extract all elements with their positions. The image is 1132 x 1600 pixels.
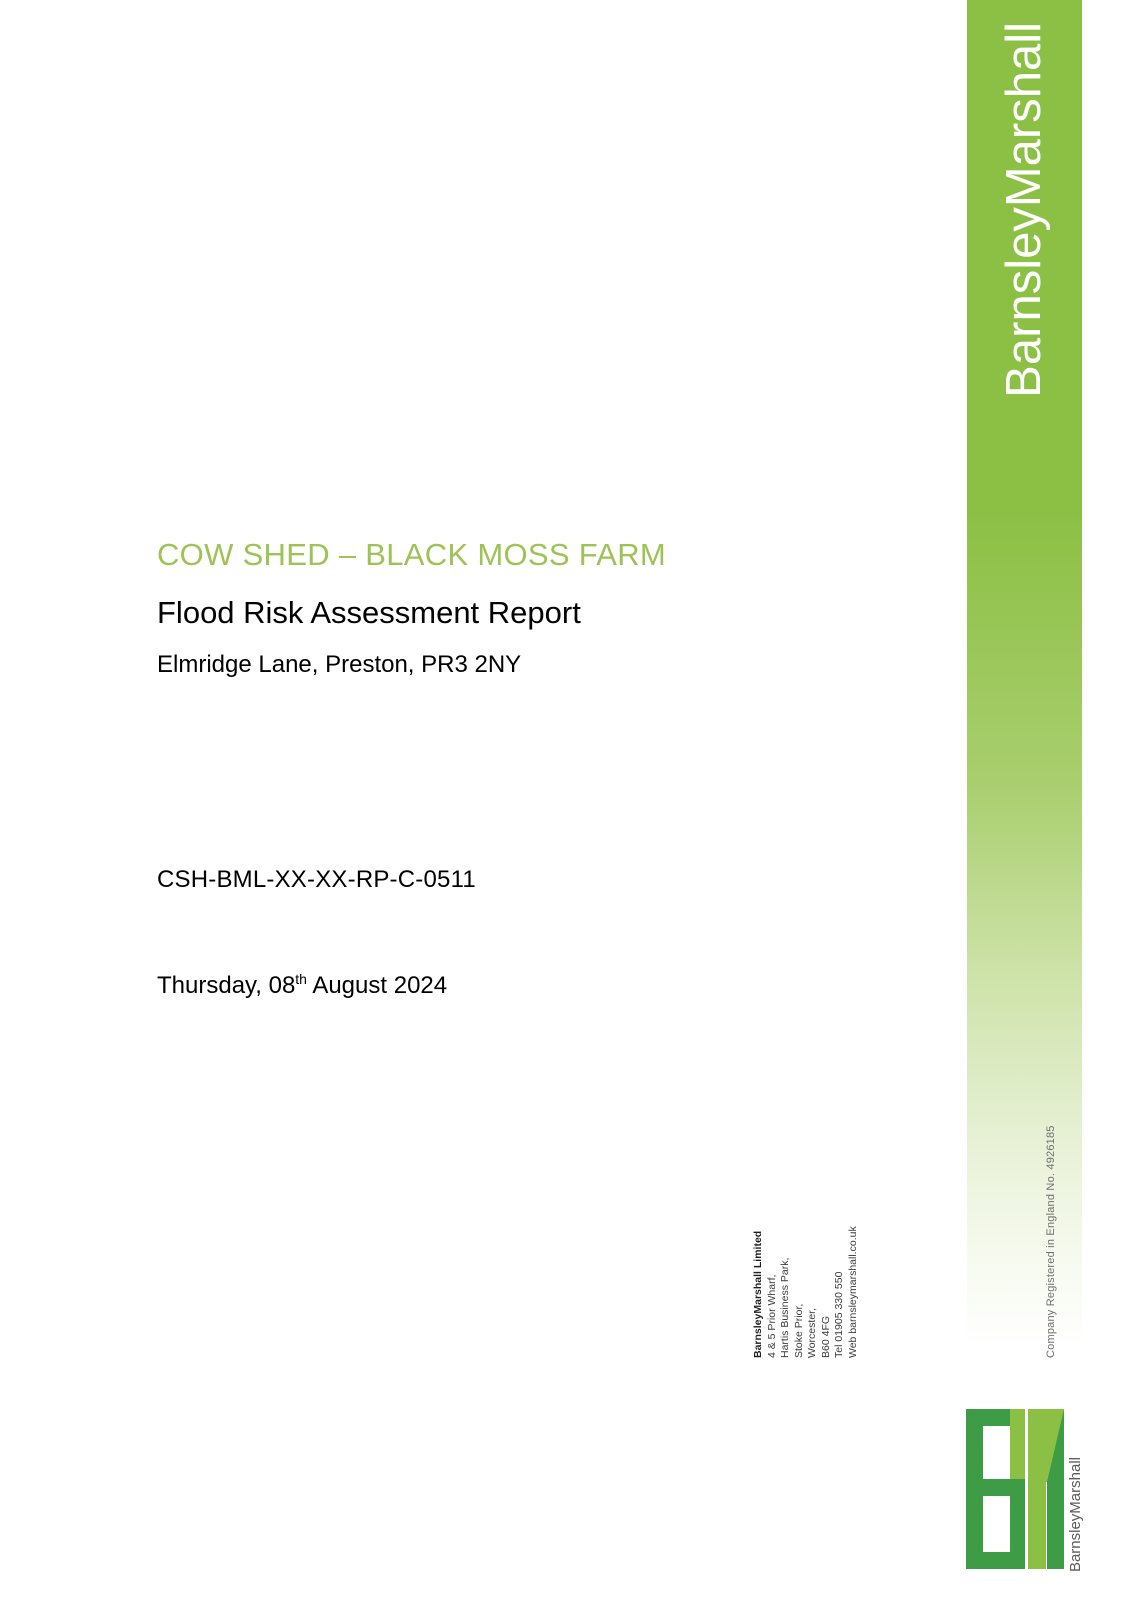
company-telephone: Tel 01905 330 550 bbox=[833, 1271, 845, 1358]
company-address-line-2: Hartis Business Park, bbox=[779, 1257, 791, 1358]
document-date-ordinal: th bbox=[295, 971, 307, 987]
document-subtitle: Flood Risk Assessment Report bbox=[157, 595, 581, 630]
logo-caption-text: BarnsleyMarshall bbox=[1067, 1456, 1084, 1572]
company-address-line-1: 4 & 5 Prior Wharf, bbox=[765, 1274, 778, 1358]
logo-caption bbox=[1067, 1387, 1084, 1572]
company-address-inner bbox=[752, 1226, 860, 1358]
document-date-suffix: August 2024 bbox=[306, 972, 448, 999]
document-reference: CSH-BML-XX-XX-RP-C-0511 bbox=[157, 866, 476, 893]
brand-wordmark-text: BarnsleyMarshall bbox=[997, 22, 1051, 398]
company-registration-text: Company Registered in England No. 4926185 bbox=[1045, 1125, 1057, 1358]
company-address-line-3: Stoke Prior, bbox=[792, 1303, 805, 1358]
title-block bbox=[157, 535, 817, 681]
document-date bbox=[157, 971, 447, 1000]
company-address-line-5: B60 4FG bbox=[819, 1315, 832, 1358]
company-website[interactable]: Web barnsleymarshall.co.uk bbox=[846, 1226, 859, 1358]
company-address-line-4: Worcester, bbox=[806, 1308, 818, 1358]
company-address-block bbox=[752, 1198, 1020, 1358]
page-title: COW SHED – BLACK MOSS FARM bbox=[157, 537, 667, 572]
brand-wordmark bbox=[967, 0, 1082, 620]
document-date-prefix: Thursday, 08 bbox=[157, 972, 296, 999]
company-registration-block bbox=[1045, 1098, 1077, 1358]
company-name: BarnsleyMarshall Limited bbox=[752, 1230, 764, 1358]
company-logo bbox=[964, 1387, 1082, 1572]
logo-mark-icon bbox=[964, 1387, 1082, 1572]
site-address: Elmridge Lane, Preston, PR3 2NY bbox=[157, 651, 522, 678]
